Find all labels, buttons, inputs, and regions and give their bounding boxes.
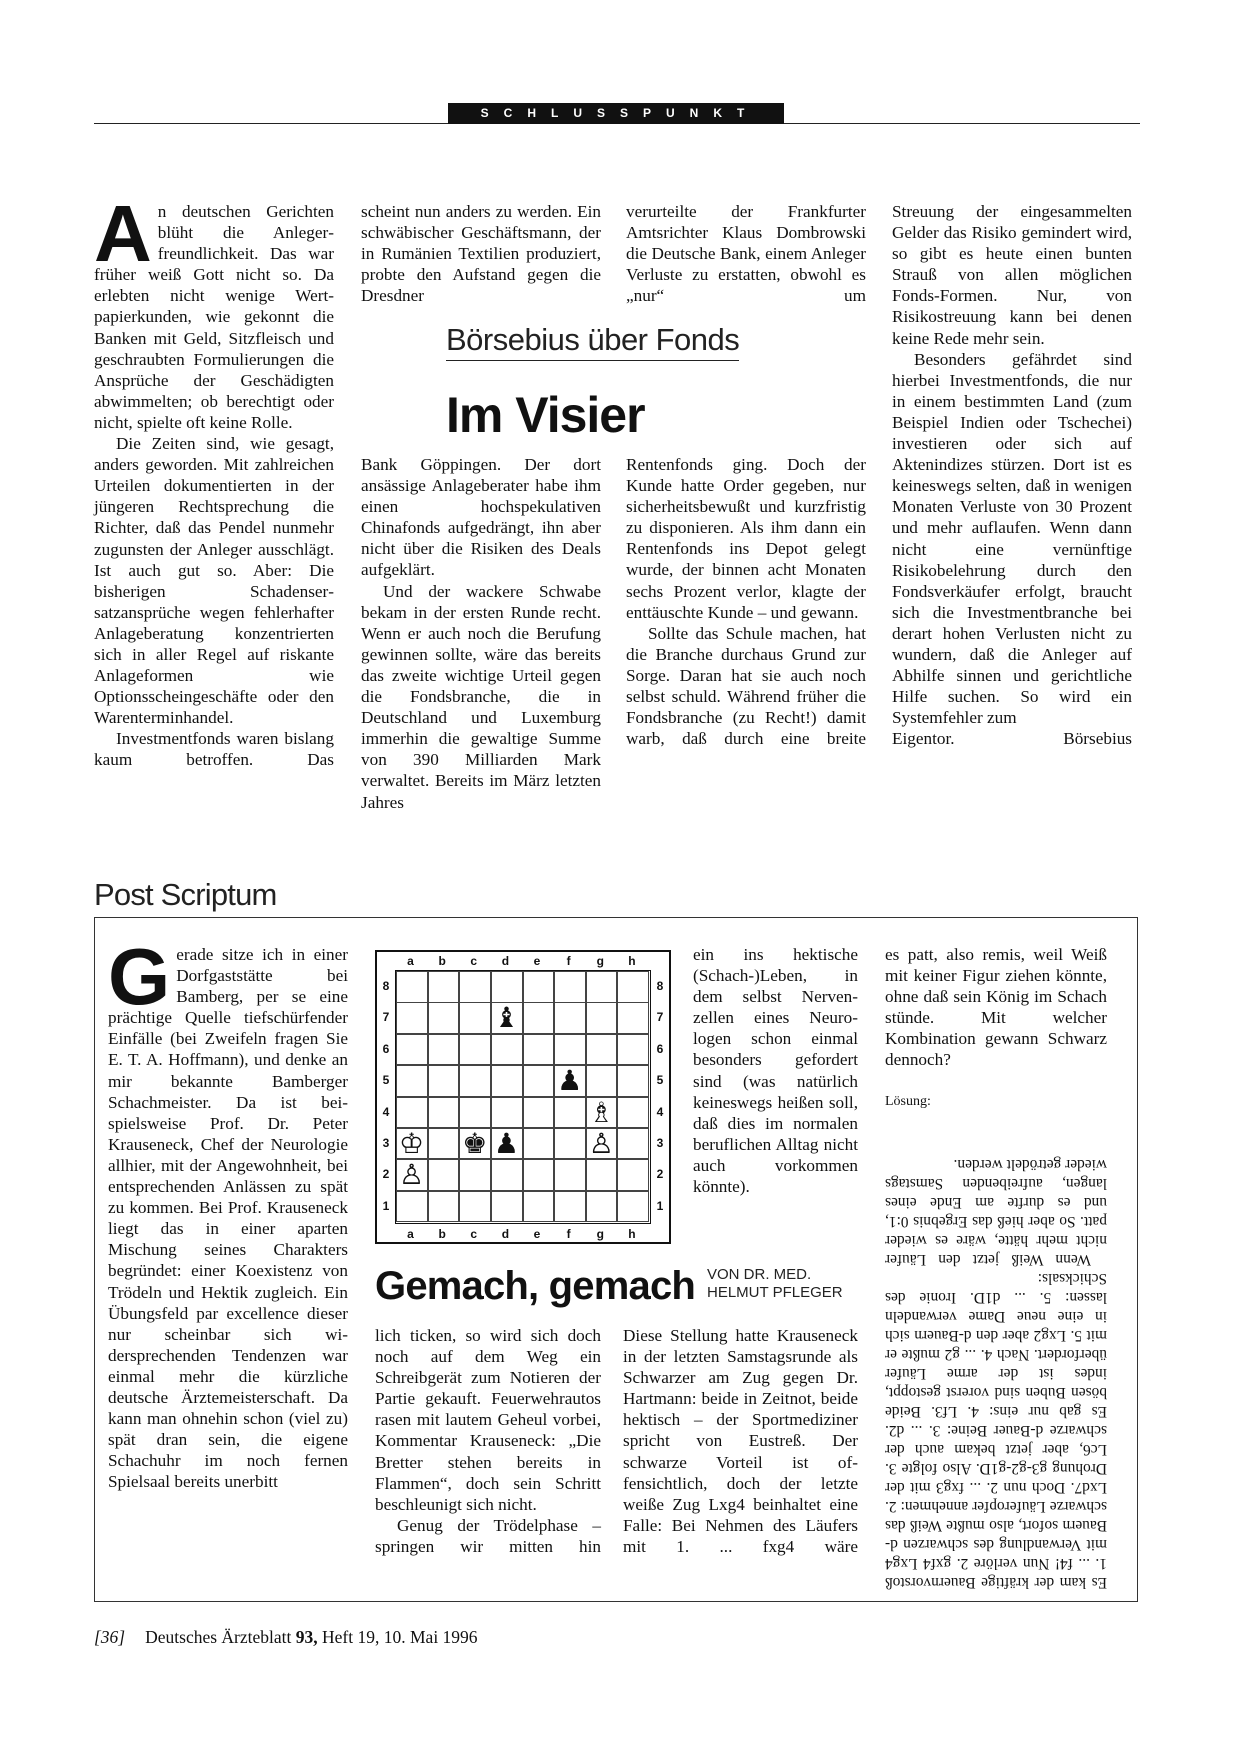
article-kicker: Börsebius über Fonds [446,322,739,361]
black-pawn-d3-icon: ♟ [493,1126,519,1160]
rank-label: 5 [382,1073,390,1088]
rank-label: 7 [382,1010,390,1025]
white-king-a3-icon: ♔ [398,1126,425,1160]
page-footer [94,1626,478,1648]
ps-column-3-bottom [623,1325,858,1557]
file-label: f [566,1227,571,1241]
article-column-2-bottom [361,454,601,813]
board-square [617,1065,649,1097]
byline-line-1: VON DR. MED. [707,1266,812,1283]
file-label: f [566,954,571,968]
board-square [586,1065,618,1097]
board-square [523,971,555,1003]
file-label: d [501,954,510,968]
file-label: a [407,1227,414,1241]
dropcap: G [108,932,171,1021]
file-label: a [407,954,414,968]
board-square [586,1159,618,1191]
white-pawn-a2-icon: ♙ [398,1158,425,1192]
board-square [491,1159,523,1191]
board-square [428,1065,460,1097]
inverted-solution [885,1112,1107,1592]
paragraph: n deutschen Gerichten blüht die Anlegerfreundlichkeit. Das war früher weiß Gott nicht so. Da erlebten nicht wenige Wertpapierkunden, wie gekonnt die Banken mit Geld, Sitzfleisch und geschraubten Formulierungen die Ansprüche der Geschädigten abwimmelten; ob berechtigt oder nicht, spielte oft keine Rolle. [94,202,334,432]
board-square [428,1002,460,1034]
board-square [428,971,460,1003]
article-column-3-top [626,201,866,306]
paragraph: lich ticken, so wird sich doch noch auf dem Weg ein Schreibgerät zum Notieren der Partie gekauft. Feuerwehrautos rasen mit lautem Geheul vorbei, Kommentar Krauseneck: „Die Bretter stehen bereits in Flammen“, doch sein Schritt beschleunigt sich nicht. [375,1326,601,1514]
paragraph-end: Eigentor. [892,729,955,749]
board-square [396,1034,428,1066]
board-square [428,1128,460,1160]
black-pawn-f5-icon: ♟ [557,1064,583,1098]
board-square [396,1065,428,1097]
file-label: d [501,1227,510,1241]
board-square [428,1034,460,1066]
ps-column-3-top [693,944,858,1197]
board-square [428,1159,460,1191]
paragraph: Und der wackere Schwabe bekam in der ersten Runde recht. Wenn er auch noch die Berufung gewinnen sollte, wäre das bereits das zweite wichtige Urteil gegen die Fondsbranche, die in Deutschland und Luxemburg immerhin die gewaltige Summe von 390 Milliarden Mark verwaltet. Bereits im März letzten Jahres [361,581,601,812]
journal-name: Deutsches Ärzteblatt [145,1627,292,1647]
byline-line-2: HELMUT PFLEGER [707,1284,843,1301]
board-square [523,1002,555,1034]
rank-label: 8 [656,979,664,993]
file-label: b [438,1227,446,1241]
board-square [554,1034,586,1066]
article-column-3-bottom [626,454,866,749]
board-square [428,1191,460,1223]
white-bishop-g4-icon: ♗ [588,1095,614,1129]
board-square [459,1065,491,1097]
paragraph: Genug der Trödelphase – springen wir mitten hin [375,1515,601,1556]
board-square [491,1034,523,1066]
board-square [617,1128,649,1160]
paragraph: Besonders gefährdet sind hierbei Investmentfonds, die nur in einem bestimmten Land (zum Beispiel Indien oder Tschechei) investieren oder sich auf Aktenindizes stürzen. Dort ist es keineswegs selten, daß in wenigen Monaten Verluste von 30 Prozent und mehr auflaufen. Wenn dann nicht eine vernünftige Risikobelehrung durch den Fondsverkäufer erfolgt, braucht sich die Investmentbranche bei derart hohen Verlusten nicht zu wundern, daß die Anleger auf Abhilfe sinnen und gerichtliche Hilfe suchen. So wird ein Systemfehler zum [892,349,1132,728]
board-square [491,1191,523,1223]
board-square [396,1191,428,1223]
paragraph: Diese Stellung hatte Krauseneck in der letzten Samstagsrunde als Schwarzer am Zug gegen Dr. Hartmann: beide in Zeitnot, beide hektisch – der Sportmediziner spricht von Eustreß. Der schwarze Vorteil ist offensichtlich, doch der letzte weiße Zug Lxg4 beinhaltet eine Falle: Bei Nehmen des Läufers mit 1. ... fxg4 wäre [623,1326,858,1556]
rank-label: 6 [656,1041,664,1056]
board-square [586,971,618,1003]
ps-headline: Gemach, gemach [375,1264,696,1308]
paragraph: erade sitze ich in einer Dorfgaststätte bei Bamberg, per se eine prächtige Quelle tiefschürfender Einfälle (bei Zweifeln fragen Sie E. T. A. Hoffmann), und denke an mir bekannte Bamberger Schachmeister. Da ist beispielsweise Prof. Dr. Peter Krauseneck, Chef der Neurologie allhier, mit der Angewohnheit, bei entsprechenden Anlässen zu spät zu kommen. Bei Prof. Krauseneck liegt das in einer aparten Mischung seines Charakters begründet: einer Koexistenz von Trödeln und Hektik zugleich. Ein Übungsfeld par excellence dieser nur scheinbar sich widersprechenden Tendenzen war einmal mehr die kürzliche deutsche Ärztemeisterschaft. Da kann man ohnehin schon (viel zu) spät dran sein, die eigene Schachuhr im noch fernen Spielsaal bereits unerbitt [108,945,348,1492]
file-label: h [628,954,636,968]
board-square [554,1097,586,1129]
solution-label: Lösung: [885,1094,931,1109]
board-square [428,1097,460,1129]
paragraph: es patt, also remis, weil Weiß mit keiner Figur ziehen könnte, ohne daß sein König im Schach stünde. Mit welcher Kombination gewann Schwarz dennoch? [885,945,1107,1070]
file-label: e [533,1227,541,1241]
board-square [523,1097,555,1129]
chess-diagram [375,950,671,1244]
rank-label: 2 [382,1167,390,1182]
board-square [459,1097,491,1129]
file-label: e [533,954,541,968]
issue-info: Heft 19, 10. Mai 1996 [322,1627,478,1647]
byline [707,1266,843,1302]
board-square [554,1191,586,1223]
ps-column-2-bottom [375,1325,601,1557]
article-column-4 [892,201,1132,749]
board-square [396,1097,428,1129]
section-title: Post Scriptum [94,877,277,912]
board-square [617,971,649,1003]
paragraph: Investmentfonds waren bislang kaum betroffen. Das [94,729,334,770]
board-square [459,1002,491,1034]
solution-paragraph: Es kam der kräftige Bauernvorstoß 1. ... f4! Nun verlöre 2. gxf4 Lxg4 mit Verwandlung des schwarzen d-Bauern sofort, also mußte Weiß das schwarze Läuferopfer annehmen: 2. Lxd7. Doch nun 2. ... fxg3 mit der Drohung g3-g2-g1D. Also folgte 3. Lc6, aber jetzt bekam auch der schwarze d-Bauer Beine: 3. ... d2. Es gab nur eins: 4. Lf3. Beide bösen Buben sind vorerst gestoppt, indes ist der arme Läufer überfordert. Nach 4. ... g2 mußte er mit 5. Lxg2 aber den d-Bauern sich in eine neue Dame verwandeln lassen: 5. ... d1D. Ironie des Schicksals: [885,1270,1107,1591]
chess-board [395,970,651,1224]
board-square [523,1034,555,1066]
file-label: g [596,1227,604,1241]
paragraph: ein ins hektische (Schach-)Leben, in dem selbst Nervenzellen eines Neurologen schon einmal besonders gefordert sind (was natürlich keineswegs heißen soll, daß dies im normalen beruflichen Alltag nicht auch vorkommen könnte). [693,945,858,1197]
paragraph: Die Zeiten sind, wie gesagt, anders geworden. Mit zahlreichen Urteilen dokumentierten in der jüngeren Rechtsprechung die Richter, daß das Pendel nunmehr zugunsten der Anleger ausschlägt. Ist auch gut so. Aber: Die bisherigen Schadensersatzansprüche wegen fehlerhafter Anlageberatung konzentrierten sich in aller Regel auf riskante Anlageformen wie Optionsscheingeschäfte oder den Warenterminhandel. [94,434,334,728]
paragraph: Sollte das Schule machen, hat die Branche durchaus Grund zur Sorge. Daran hat sie auch noch selbst schuld. Während früher die Fondsbranche (zu Recht!) damit warb, daß durch eine breite [626,623,866,749]
rank-label: 1 [382,1198,390,1213]
board-square [459,1034,491,1066]
paragraph: Streuung der eingesammelten Gelder das Risiko gemindert wird, so gibt es heute einen bunten Strauß von allen möglichen Fonds-Formen. Nur, von Risikostreuung kann bei denen keine Rede mehr sein. [892,202,1132,348]
white-pawn-g3-icon: ♙ [588,1126,614,1160]
board-square [491,1065,523,1097]
rank-label: 4 [382,1104,390,1119]
article-column-2-top [361,201,601,306]
file-label: c [470,954,478,968]
paragraph: Bank Göppingen. Der dort ansässige Anlageberater habe ihm einen hochspekulativen Chinafonds aufgedrängt, ihn aber nicht über die Risiken des Deals aufgeklärt. [361,455,601,580]
board-square [554,1002,586,1034]
rank-label: 7 [656,1010,664,1025]
rank-label: 3 [656,1135,664,1150]
rank-label: 8 [382,979,390,993]
article-headline: Im Visier [446,387,645,443]
black-bishop-d7-icon: ♝ [493,1001,519,1035]
section-label: SCHLUSSPUNKT [448,103,784,124]
board-square [459,1159,491,1191]
board-square [396,1002,428,1034]
board-square [491,971,523,1003]
board-square [396,971,428,1003]
ps-column-1 [108,932,348,1492]
board-square [459,1191,491,1223]
board-square [459,971,491,1003]
board-square [617,1097,649,1129]
board-square [491,1097,523,1129]
file-label: h [628,1227,636,1241]
board-square [523,1159,555,1191]
board-square [523,1128,555,1160]
rank-label: 3 [382,1135,390,1150]
rank-label: 5 [656,1073,664,1088]
file-label: b [438,954,446,968]
rank-label: 2 [656,1167,664,1182]
author-signature: Börsebius [1063,729,1132,749]
paragraph: Rentenfonds ging. Doch der Kunde hatte Order gegeben, nur sicherheitsbewußt und kurzfristig zu disponieren. Als ihm dann ein Rentenfonds ins Depot gelegt wurde, der binnen acht Monaten sechs Prozent verlor, klagte der enttäuschte Kunde – und gewann. [626,455,866,622]
dropcap: A [94,189,152,278]
black-king-c3-icon: ♚ [462,1126,488,1160]
paragraph: scheint nun anders zu werden. Ein schwäbischer Geschäftsmann, der in Rumänien Textilien produziert, probte den Aufstand gegen die Dresdner [361,202,601,306]
board-square [523,1065,555,1097]
board-square [617,1034,649,1066]
article-column-1 [94,189,334,771]
board-square [586,1034,618,1066]
rank-label: 1 [656,1198,664,1213]
rank-label: 6 [382,1041,390,1056]
volume-number: 93, [295,1627,318,1647]
file-label: g [596,954,604,968]
board-square [586,1191,618,1223]
board-square [554,1128,586,1160]
board-square [617,1191,649,1223]
board-square [554,971,586,1003]
paragraph: verurteilte der Frankfurter Amtsrichter Klaus Dombrowski die Deutsche Bank, einem Anleger Verluste zu erstatten, obwohl es „nur“ um [626,202,866,306]
solution-paragraph: Wenn Weiß jetzt den Läufer nicht mehr hätte, wäre es wieder patt. So aber hieß das Ergebnis 0:1, und es durfte am Ende eines langen, aufreibenden Samstags wieder getrödelt werden. [885,1156,1107,1268]
board-square [586,1002,618,1034]
board-square [617,1159,649,1191]
rank-label: 4 [656,1104,664,1119]
board-square [554,1159,586,1191]
ps-column-4-top [885,944,1107,1071]
board-square [523,1191,555,1223]
file-label: c [470,1227,478,1241]
board-square [617,1002,649,1034]
page-number: [36] [94,1627,126,1647]
